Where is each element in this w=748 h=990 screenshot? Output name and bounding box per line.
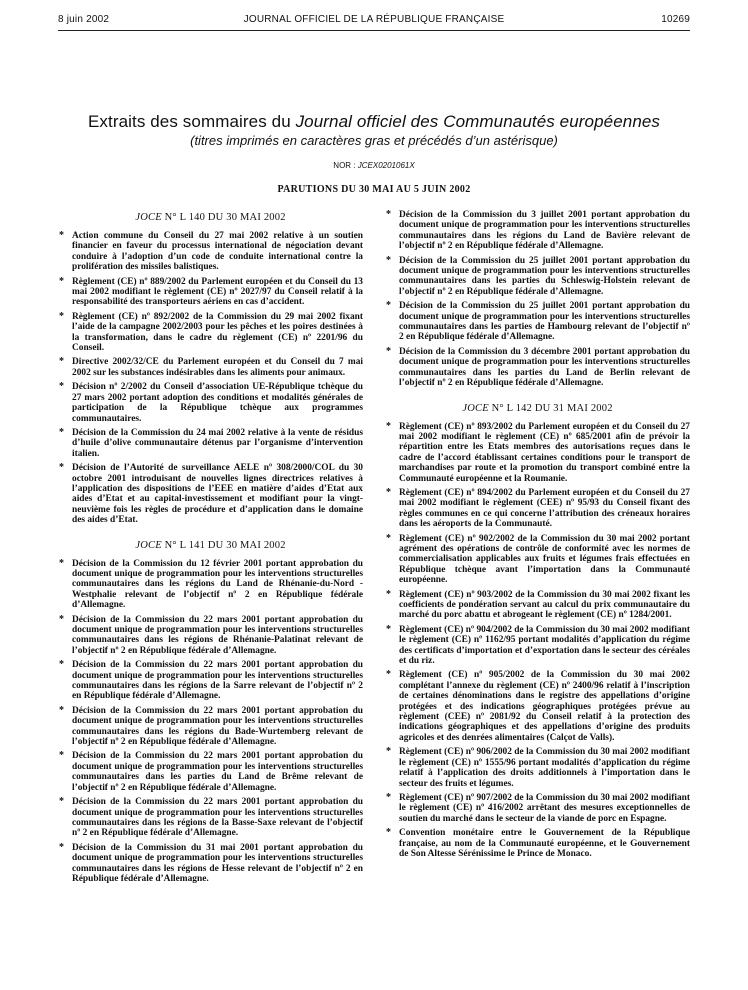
- column-right: [385, 210, 690, 863]
- asterisk-bullet: *: [386, 254, 391, 266]
- list-item: [58, 706, 363, 748]
- asterisk-bullet: *: [59, 310, 64, 322]
- asterisk-bullet: *: [386, 623, 391, 635]
- section-joce: JOCE: [135, 539, 162, 551]
- list-item: [385, 210, 690, 252]
- nor-code: JCEX0201061X: [357, 161, 415, 170]
- entry-text: Décision de la Commission du 22 mars 2001 portant approbation du document unique de programmation pour les interventions structurelles communautaires dans les régions de la Basse-Saxe relevant de l’objectif nº 2 en République fédérale d’Allemagne.: [72, 797, 363, 839]
- entry-text: Règlement (CE) nº 902/2002 de la Commission du 30 mai 2002 portant agrément des opérations de contrôle de conformité avec les normes de commercialisation applicables aux fruits et légumes frais effectuées en République tchèque avant l’importation dans la Communauté européenne.: [399, 533, 690, 586]
- entry-text: Règlement (CE) nº 904/2002 de la Commission du 30 mai 2002 modifiant le règlement (CE) nº 1162/95 portant modalités d’application du régime des certificats d’importation et d’exportation dans le secteur des céréales et du riz.: [399, 624, 690, 667]
- asterisk-bullet: *: [59, 557, 64, 569]
- list-item: [385, 590, 690, 621]
- asterisk-bullet: *: [386, 532, 391, 544]
- entry-text: Décision de la Commission du 25 juillet 2001 portant approbation du document unique de programmation pour les interventions structurelles communautaires dans les parties du Schleswig-Holstein relevant de l’objectif nº 2 en République fédérale d’Allemagne.: [399, 255, 690, 297]
- entry-text: Règlement (CE) nº 893/2002 du Parlement européen et du Conseil du 27 mai 2002 modifiant le règlement (CE) nº 685/2001 afin de prévoir la répartition entre les Etats membres des autorisations reçues dans le cadre de l’accord établissant certaines conditions pour le transport de marchandises par route et la promotion du transport combiné entre la Communauté européenne et la Roumanie.: [399, 421, 690, 484]
- asterisk-bullet: *: [386, 588, 391, 600]
- asterisk-bullet: *: [386, 486, 391, 498]
- list-item: [58, 357, 363, 378]
- list-item: [58, 797, 363, 839]
- parutions-heading: PARUTIONS DU 30 MAI AU 5 JUIN 2002: [277, 184, 471, 195]
- entry-text: Règlement (CE) nº 906/2002 de la Commission du 30 mai 2002 modifiant le règlement (CE) nº 1555/96 portant modalités d’application du régime relatif à l’application des droits additionnels à l’importation dans le secteur des fruits et légumes.: [399, 747, 690, 789]
- asterisk-bullet: *: [59, 356, 64, 368]
- list-item: [385, 256, 690, 298]
- list-item: [58, 751, 363, 793]
- section-joce: JOCE: [135, 212, 162, 223]
- entries-list: [58, 559, 363, 885]
- asterisk-bullet: *: [386, 827, 391, 839]
- entry-text: Décision nº 2/2002 du Conseil d’association UE-République tchèque du 27 mars 2002 portant adoption des conditions et modalités générales de participation de la République tchèque aux programmes communautaires.: [72, 382, 363, 424]
- entry-text: Règlement (CE) nº 903/2002 de la Commission du 30 mai 2002 fixant les coefficients de pondération servant au calcul du prix communautaire du marché du porc abattu et abrogeant le règlement (CE) nº 1284/2001.: [399, 589, 690, 621]
- entries-list: [58, 231, 363, 526]
- entry-text: Décision de la Commission du 12 février 2001 portant approbation du document unique de programmation pour les interventions structurelles communautaires dans les régions du Land de Rhénanie-du-Nord - Westphalie relevant de l’objectif nº 2 en République fédérale d’Allemagne.: [72, 558, 363, 611]
- section-heading: [385, 403, 690, 414]
- list-item: [58, 231, 363, 273]
- list-item: [385, 301, 690, 343]
- asterisk-bullet: *: [59, 462, 64, 474]
- asterisk-bullet: *: [386, 345, 391, 357]
- column-left: [58, 212, 363, 888]
- asterisk-bullet: *: [59, 426, 64, 438]
- list-item: [58, 428, 363, 459]
- entry-text: Règlement (CE) nº 894/2002 du Parlement européen et du Conseil du 27 mai 2002 modifiant le règlement (CEE) nº 95/93 du Conseil fixant des règles communes en ce qui concerne l’attribution des créneaux horaires dans les aéroports de la Communauté.: [399, 487, 690, 530]
- entry-text: Décision de la Commission du 31 mai 2001 portant approbation du document unique de programmation pour les interventions structurelles communautaires dans les régions de Hesse relevant de l’objectif nº 2 en République fédérale d’Allemagne.: [72, 842, 363, 884]
- entry-text: Action commune du Conseil du 27 mai 2002 relative à un soutien financier en faveur du processus international de négociation devant conduire à l’adoption d’un code de conduite international contre la prolifération des missiles balistiques.: [72, 231, 363, 273]
- list-item: [385, 422, 690, 484]
- asterisk-bullet: *: [59, 381, 64, 393]
- asterisk-bullet: *: [59, 230, 64, 241]
- title-journal-name: Journal officiel des Communautés européennes: [295, 112, 661, 131]
- section-number: N° L 142 DU 31 MAI 2002: [488, 402, 613, 414]
- entry-text: Décision de la Commission du 22 mars 2001 portant approbation du document unique de programmation pour les interventions structurelles communautaires dans les régions du Bade-Wurtemberg relevant de l’objectif nº 2 en République fédérale d’Allemagne.: [72, 705, 363, 748]
- list-item: [385, 828, 690, 859]
- entry-text: Décision de la Commission du 22 mars 2001 portant approbation du document unique de programmation pour les interventions structurelles communautaires dans les régions de la Sarre relevant de l’objectif nº 2 en République fédérale d’Allemagne.: [72, 660, 363, 702]
- section-heading: [58, 540, 363, 551]
- header-page-number: 10269: [661, 14, 690, 25]
- entries-list: [385, 422, 690, 860]
- asterisk-bullet: *: [386, 300, 391, 312]
- entry-text: Décision de la Commission du 24 mai 2002 relative à la vente de résidus d’huile d’olive communautaire détenus par l’organisme d’intervention italien.: [72, 427, 363, 459]
- nor-reference: [58, 161, 690, 170]
- asterisk-bullet: *: [59, 750, 64, 762]
- asterisk-bullet: *: [59, 275, 64, 287]
- list-item: [58, 382, 363, 424]
- asterisk-bullet: *: [59, 841, 64, 853]
- asterisk-bullet: *: [59, 796, 64, 808]
- page-title: [58, 112, 690, 132]
- entries-list: [385, 210, 690, 389]
- nor-label: NOR :: [333, 161, 358, 170]
- list-item: [385, 625, 690, 667]
- entry-text: Règlement (CE) nº 889/2002 du Parlement européen et du Conseil du 13 mai 2002 modifiant le règlement (CE) nº 2027/97 du Conseil relatif à la responsabilité des transporteurs aériens en cas d’accident.: [72, 276, 363, 308]
- header-journal-title: JOURNAL OFFICIEL DE LA RÉPUBLIQUE FRANÇAISE: [243, 14, 505, 25]
- entry-text: Règlement (CE) nº 892/2002 de la Commission du 29 mai 2002 fixant l’aide de la campagne 2002/2003 pour les pêches et les poires destinées à la transformation, dans le cadre du règlement (CE) nº 2201/96 du Conseil.: [72, 311, 363, 354]
- section-joce: JOCE: [462, 402, 489, 414]
- running-header: [58, 14, 690, 28]
- list-item: [58, 615, 363, 657]
- asterisk-bullet: *: [386, 746, 391, 758]
- asterisk-bullet: *: [59, 659, 64, 671]
- section-number: N° L 141 DU 30 MAI 2002: [161, 539, 286, 551]
- entry-text: Directive 2002/32/CE du Parlement européen et du Conseil du 7 mai 2002 sur les substances indésirables dans les aliments pour animaux.: [72, 357, 363, 378]
- asterisk-bullet: *: [386, 669, 391, 681]
- asterisk-bullet: *: [59, 704, 64, 716]
- section-heading: [58, 212, 363, 223]
- entry-text: Décision de l’Autorité de surveillance AELE nº 308/2000/COL du 30 octobre 2001 introduisant de nouvelles lignes directrices relatives à l’application des dispositions de l’EEE en matière d’aides d’Etat aux aides d’Etat et au capital-investissement et modifiant pour la vingt-neuvième fois les règles de procédure et d’application dans le domaine des aides d’Etat.: [72, 463, 363, 526]
- list-item: [385, 534, 690, 586]
- list-item: [58, 843, 363, 885]
- list-item: [385, 347, 690, 389]
- entry-text: Décision de la Commission du 22 mars 2001 portant approbation du document unique de programmation pour les interventions structurelles communautaires dans les parties du Land de Brême relevant de l’objectif nº 2 en République fédérale d’Allemagne.: [72, 751, 363, 793]
- list-item: [385, 488, 690, 530]
- title-prefix: Extraits des sommaires du: [87, 112, 296, 131]
- list-item: [385, 793, 690, 824]
- entry-text: Convention monétaire entre le Gouvernement de la République française, au nom de la Communauté européenne, et le Gouvernement de Son Altesse Sérénissime le Prince de Monaco.: [399, 828, 690, 859]
- list-item: [58, 277, 363, 308]
- list-item: [58, 312, 363, 354]
- list-item: [58, 463, 363, 525]
- list-item: [385, 747, 690, 789]
- header-date: 8 juin 2002: [58, 14, 110, 25]
- asterisk-bullet: *: [386, 209, 391, 220]
- section-number: N° L 140 DU 30 MAI 2002: [161, 212, 286, 223]
- asterisk-bullet: *: [386, 791, 391, 803]
- entry-text: Règlement (CE) nº 905/2002 de la Commission du 30 mai 2002 complétant l’annexe du règlement (CE) nº 2400/96 relatif à l’inscription de certaines dénominations dans le registre des appellations d’origine protégées et des indications géographiques protégées prévue au règlement (CEE) nº 2081/92 du Conseil relatif à la protection des indications géographiques et des appellations d’origine des produits agricoles et des denrées alimentaires (Calçot de Valls).: [399, 670, 690, 743]
- list-item: [58, 660, 363, 702]
- header-rule: [58, 30, 690, 31]
- asterisk-bullet: *: [386, 420, 391, 432]
- entry-text: Décision de la Commission du 3 juillet 2001 portant approbation du document unique de programmation pour les interventions structurelles communautaires dans les régions du Land de Bavière relevant de l’objectif nº 2 en République fédérale d’Allemagne.: [399, 210, 690, 252]
- entry-text: Décision de la Commission du 25 juillet 2001 portant approbation du document unique de programmation pour les interventions structurelles communautaires dans les parties de Hambourg relevant de l’objectif nº 2 en République fédérale d’Allemagne.: [399, 301, 690, 343]
- list-item: [58, 559, 363, 611]
- entry-text: Règlement (CE) nº 907/2002 de la Commission du 30 mai 2002 modifiant le règlement (CE) nº 416/2002 arrêtant des mesures exceptionnelles de soutien du marché dans le secteur de la viande de porc en Espagne.: [399, 792, 690, 824]
- entry-text: Décision de la Commission du 22 mars 2001 portant approbation du document unique de programmation pour les interventions structurelles communautaires dans les régions de Rhénanie-Palatinat relevant de l’objectif nº 2 en République fédérale d’Allemagne.: [72, 614, 363, 656]
- entry-text: Décision de la Commission du 3 décembre 2001 portant approbation du document unique de programmation pour les interventions structurelles communautaires dans les parties du Land de Berlin relevant de l’objectif nº 2 en République fédérale d’Allemagne.: [399, 346, 690, 389]
- asterisk-bullet: *: [59, 613, 64, 625]
- list-item: [385, 670, 690, 743]
- page-subtitle: (titres imprimés en caractères gras et précédés d’un astérisque): [190, 133, 558, 148]
